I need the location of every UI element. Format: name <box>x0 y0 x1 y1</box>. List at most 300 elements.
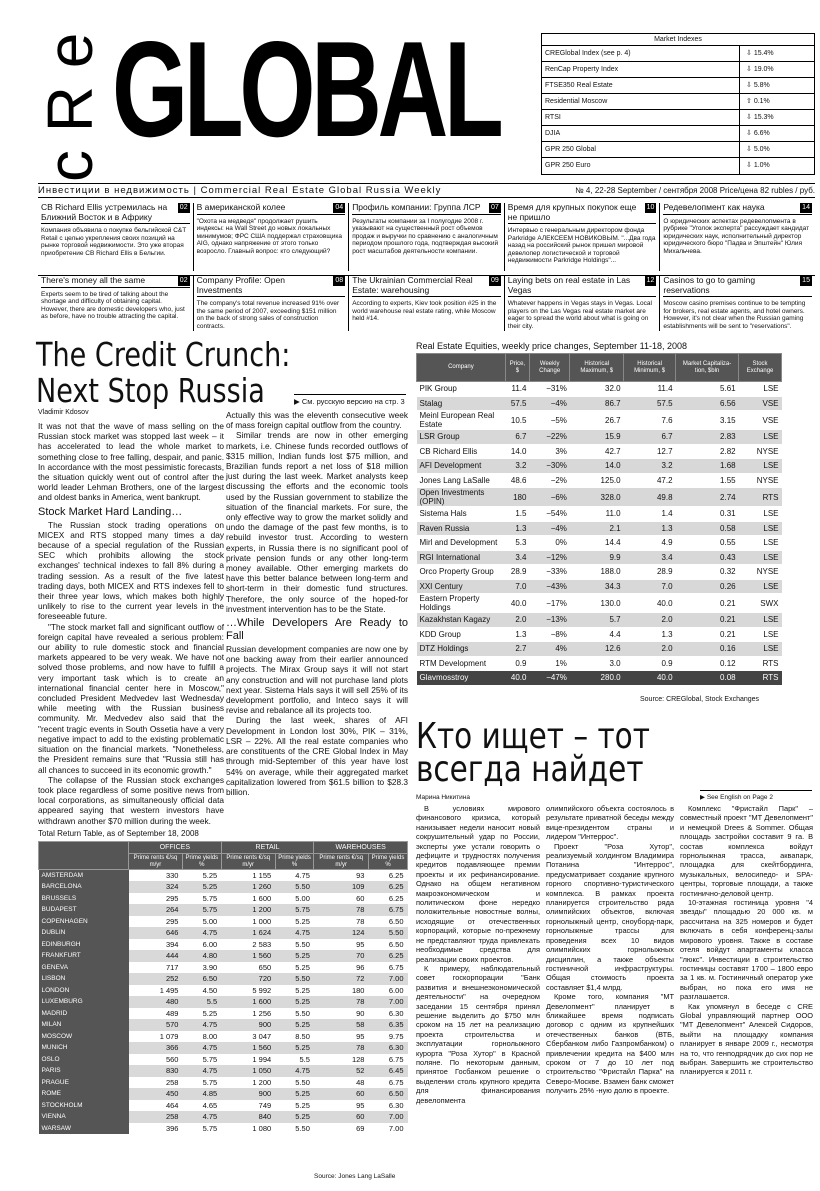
article-column-2 <box>226 410 408 797</box>
value-cell: 6.30 <box>368 1008 407 1020</box>
equities-source: Source: CREGlobal, Stock Exchanges <box>640 696 760 703</box>
teaser-head <box>663 276 812 297</box>
ru-headline-line2: всегда найдет <box>416 749 644 790</box>
value-cell: 60 <box>314 1111 369 1123</box>
teaser-text: Результаты компании за I полугодие 2008 г. указывают на существенный рост объемов продаж и выручки по сравнению с аналогичным периодом прошлого года, подтверждая высокий рост масштабов деятельности компании. <box>352 217 499 255</box>
value-cell: 6.30 <box>368 1042 407 1054</box>
value-cell: 3.0 <box>570 656 624 671</box>
value-cell: 6.50 <box>368 939 407 951</box>
value-cell: 5.25 <box>275 996 314 1008</box>
value-cell: 0.21 <box>676 613 739 628</box>
cre-letter: e <box>34 32 106 69</box>
index-change: 15.3% <box>753 113 774 121</box>
value-cell: 5.00 <box>182 916 221 928</box>
value-cell: 0.21 <box>676 594 739 613</box>
value-cell: 4.75 <box>182 1042 221 1054</box>
market-indexes-box <box>541 33 815 175</box>
teaser[interactable] <box>505 276 661 331</box>
city-cell: FRANKFURT <box>39 950 129 962</box>
value-cell: 560 <box>129 1054 183 1066</box>
value-cell: 5.50 <box>275 1008 314 1020</box>
value-cell: LSE <box>739 613 782 628</box>
value-cell: 1 994 <box>221 1054 275 1066</box>
index-name: RenCap Property Index <box>542 62 740 77</box>
city-cell: GENEVA <box>39 962 129 974</box>
teaser-head <box>508 203 657 224</box>
total-return-title: Total Return Table, as of September 18, 2008 <box>38 829 199 838</box>
value-cell: VSE <box>739 411 782 430</box>
index-value <box>740 62 814 78</box>
value-cell: 1 080 <box>221 1123 275 1135</box>
value-cell: 4.75 <box>275 1065 314 1077</box>
index-change: 5.0% <box>753 145 770 153</box>
value-cell: LSE <box>739 507 782 522</box>
value-cell: 258 <box>129 1111 183 1123</box>
lead-headline-line2: Next Stop Russia <box>36 371 265 410</box>
city-cell: BARCELONA <box>39 881 129 893</box>
table-row <box>417 382 782 397</box>
value-cell: 5.25 <box>182 881 221 893</box>
teaser[interactable] <box>194 276 350 331</box>
arrow-down-icon: ⇩ <box>746 113 754 121</box>
see-russian-link[interactable]: ▶ См. русскую версию на стр. 3 <box>294 394 406 406</box>
value-cell: 2.0 <box>624 613 676 628</box>
value-cell: 34.3 <box>570 579 624 594</box>
equities-header: Stock Exchange <box>739 354 782 382</box>
value-cell: 109 <box>314 881 369 893</box>
value-cell: LSE <box>739 550 782 565</box>
see-english-label: See English on Page 2 <box>706 794 773 801</box>
index-name: GPR 250 Euro <box>542 158 740 174</box>
value-cell: 650 <box>221 962 275 974</box>
value-cell: 5.75 <box>182 893 221 905</box>
value-cell: 180 <box>314 985 369 997</box>
value-cell: 6.25 <box>368 881 407 893</box>
value-cell: 78 <box>314 916 369 928</box>
index-change: 0.1% <box>753 97 770 105</box>
value-cell: 5.25 <box>275 1088 314 1100</box>
see-english-link[interactable]: ▶ See English on Page 2 <box>700 790 812 801</box>
teaser-text: Moscow casino premises continue to be tempting for brokers, real estate agents, and hotel owners. However, it's not clear when the Russian gaming establishments will be sent to "reservations". <box>663 300 806 330</box>
index-change: 19.0% <box>753 65 774 73</box>
value-cell: 5.50 <box>368 927 407 939</box>
value-cell: 57.5 <box>505 396 529 411</box>
value-cell: 6.7 <box>624 430 676 445</box>
value-cell: 5.25 <box>182 1008 221 1020</box>
value-cell: 40.0 <box>624 594 676 613</box>
value-cell: 0% <box>529 536 569 551</box>
company-cell: DTZ Holdings <box>417 642 506 657</box>
paragraph: The collapse of the Russian stock exchanges took place regardless of some positive news from local corporations, as simultaneously official data appeared saying that western investors have withdrawn another $70 million during the week. <box>38 774 224 826</box>
value-cell: 6.35 <box>368 1019 407 1031</box>
teaser-head <box>663 203 812 215</box>
value-cell: −54% <box>529 507 569 522</box>
value-cell: 3% <box>529 444 569 459</box>
value-cell: 124 <box>314 927 369 939</box>
value-cell: 28.9 <box>624 565 676 580</box>
value-cell: 396 <box>129 1123 183 1135</box>
paragraph: Similar trends are now in other emerging markets, i.e. Chinese funds recorded outflows of $315 million, Indian funds lost $75 million, and Brazilian funds report a net loss of $18 million just during the last week. Market analysts keep discussing the efforts and the economic tools used by the Russian government to stabilize the situation of the financial markets. For sure, the only effective way to grow the market solidly and undo the damage of the past few months, is to rebuild investor trust. According to western experts, in Russia there is no significant pool of private pension funds or any other long-term money available. Other emerging markets do have this better balance between long-term and short-term in their domestic fund structures. Therefore, the only source of the hoped-for investment intervention has to be the State. <box>226 430 408 614</box>
value-cell: 12.6 <box>570 642 624 657</box>
teaser-title: Casinos to go to gaming reservations <box>663 275 756 295</box>
value-cell: 1.4 <box>624 507 676 522</box>
city-cell: LISBON <box>39 973 129 985</box>
teaser-page: 09 <box>490 277 499 284</box>
arrow-down-icon: ⇩ <box>746 129 754 137</box>
value-cell: 6.50 <box>368 916 407 928</box>
value-cell: 1.3 <box>624 627 676 642</box>
value-cell: 5.50 <box>275 881 314 893</box>
see-russian-label: См. русскую версию на стр. 3 <box>301 397 405 406</box>
paragraph: During the last week, shares of AFI Development in London lost 30%, PIK – 31%, LSR – 22%. All the real estate companies who are constituents of the CRE Global Index in May through mid-September of this year have lost 54% on average, while their aggregated market capitalization lowered from $61.5 billion to $28.3 billion. <box>226 715 408 797</box>
cre-letters <box>34 33 106 182</box>
value-cell: 15.9 <box>570 430 624 445</box>
company-cell: Raven Russia <box>417 521 506 536</box>
index-row <box>542 46 814 62</box>
value-cell: 3.15 <box>676 411 739 430</box>
value-cell: 95 <box>314 1031 369 1043</box>
teaser-head <box>41 203 190 224</box>
value-cell: 28.9 <box>505 565 529 580</box>
value-cell: 5.25 <box>275 916 314 928</box>
value-cell: 6.25 <box>368 893 407 905</box>
value-cell: −47% <box>529 671 569 686</box>
table-row <box>417 473 782 488</box>
value-cell: NYSE <box>739 565 782 580</box>
value-cell: 6.30 <box>368 1100 407 1112</box>
value-cell: 14.0 <box>570 459 624 474</box>
city-cell: MADRID <box>39 1008 129 1020</box>
value-cell: 78 <box>314 996 369 1008</box>
index-name: FTSE350 Real Estate <box>542 78 740 93</box>
value-cell: 7.0 <box>505 579 529 594</box>
city-cell: WARSAW <box>39 1123 129 1135</box>
equities-header: Company <box>417 354 506 382</box>
value-cell: 1 495 <box>129 985 183 997</box>
value-cell: 86.7 <box>570 396 624 411</box>
value-cell: 324 <box>129 881 183 893</box>
sub-header: Prime rents €/sq m/yr <box>221 854 275 870</box>
teaser[interactable] <box>38 276 194 331</box>
value-cell: 900 <box>221 1088 275 1100</box>
value-cell: 11.4 <box>624 382 676 397</box>
teaser-head <box>352 276 501 297</box>
city-cell: AMSTERDAM <box>39 870 129 882</box>
teaser-head <box>352 203 501 215</box>
value-cell: −33% <box>529 565 569 580</box>
value-cell: 47.2 <box>624 473 676 488</box>
value-cell: −8% <box>529 627 569 642</box>
teaser[interactable] <box>660 276 815 331</box>
index-row <box>542 142 814 158</box>
value-cell: 7.0 <box>624 579 676 594</box>
city-cell: ROME <box>39 1088 129 1100</box>
teaser-page: 12 <box>646 277 655 284</box>
value-cell: 6.75 <box>368 1077 407 1089</box>
tagline-text: Инвестиции в недвижимость | Commercial Real Estate Global Russia Weekly <box>38 185 442 196</box>
value-cell: 646 <box>129 927 183 939</box>
company-cell: XXI Century <box>417 579 506 594</box>
arrow-down-icon: ⇩ <box>746 49 754 57</box>
value-cell: 1 050 <box>221 1065 275 1077</box>
value-cell: 1 079 <box>129 1031 183 1043</box>
value-cell: SWX <box>739 594 782 613</box>
table-row <box>417 459 782 474</box>
value-cell: LSE <box>739 430 782 445</box>
company-cell: Orco Property Group <box>417 565 506 580</box>
value-cell: 125.0 <box>570 473 624 488</box>
paragraph: олимпийского объекта состоялось в результате приватной беседы между вице-президентом страны и лидером "Интеррос". <box>546 804 674 842</box>
table-row <box>39 904 408 916</box>
value-cell: 5.75 <box>275 904 314 916</box>
company-cell: Kazakhstan Kagazy <box>417 613 506 628</box>
table-row <box>417 488 782 507</box>
index-value <box>740 158 814 174</box>
value-cell: 1.3 <box>624 521 676 536</box>
teaser[interactable] <box>505 203 661 271</box>
index-change: 6.6% <box>753 129 770 137</box>
market-indexes-heading: Market Indexes <box>542 34 814 46</box>
value-cell: 7.00 <box>368 996 407 1008</box>
index-change: 1.0% <box>753 162 770 169</box>
sub-header: Prime yields % <box>368 854 407 870</box>
value-cell: 52 <box>314 1065 369 1077</box>
value-cell: 4.50 <box>182 985 221 997</box>
value-cell: 295 <box>129 893 183 905</box>
value-cell: 4.65 <box>182 1100 221 1112</box>
value-cell: 1 600 <box>221 893 275 905</box>
table-row <box>417 536 782 551</box>
ru-column-3 <box>680 804 813 1077</box>
value-cell: LSE <box>739 382 782 397</box>
total-return-table <box>38 841 408 1134</box>
ru-headline <box>416 716 650 790</box>
company-cell: RTM Development <box>417 656 506 671</box>
city-cell: COPENHAGEN <box>39 916 129 928</box>
value-cell: 1 000 <box>221 916 275 928</box>
value-cell: −22% <box>529 430 569 445</box>
value-cell: 2.82 <box>676 444 739 459</box>
teaser[interactable] <box>660 203 815 271</box>
value-cell: 5.25 <box>182 870 221 882</box>
table-row <box>417 565 782 580</box>
table-row <box>39 1019 408 1031</box>
teaser-text: The company's total revenue increased 91% over the same period of 2007, exceeding $151 million on the back of strong sales of construction contracts. <box>196 300 340 330</box>
value-cell: 1 200 <box>221 904 275 916</box>
value-cell: 2.74 <box>676 488 739 507</box>
table-row <box>417 627 782 642</box>
value-cell: 2.7 <box>505 642 529 657</box>
city-cell: MUNICH <box>39 1042 129 1054</box>
value-cell: 5.75 <box>182 904 221 916</box>
paragraph: Проект "Роза Хутор", реализуемый холдингом Владимира Потанина "Интеррос", предусматривает создание крупного горного спортивно-туристического комплекса. В рамках проекта планируется строительство ряда олимпийских объектов, включая горнолыжный центр, сноуборд-парк, горнолыжные трассы для проведения всех 10 видов олимпийских горнолыжных дисциплин, а также объекты гостиничной инфраструктуры. Общая стоимость проекта составляет $1,4 млрд. <box>546 841 674 992</box>
index-value <box>740 94 814 110</box>
value-cell: 14.4 <box>570 536 624 551</box>
masthead-cre-logo <box>34 10 106 182</box>
teaser[interactable] <box>194 203 350 271</box>
value-cell: 5.3 <box>505 536 529 551</box>
index-value <box>740 126 814 142</box>
value-cell: 5.25 <box>275 950 314 962</box>
value-cell: 8.50 <box>275 1031 314 1043</box>
value-cell: 2.0 <box>624 642 676 657</box>
value-cell: 78 <box>314 1042 369 1054</box>
teaser-page: 02 <box>179 204 188 211</box>
masthead-title: GLOBAL <box>112 13 500 165</box>
value-cell: −43% <box>529 579 569 594</box>
value-cell: 4.4 <box>570 627 624 642</box>
table-row <box>39 870 408 882</box>
byline-en: Vladimir Kdosov <box>38 409 89 416</box>
value-cell: 0.12 <box>676 656 739 671</box>
city-cell: EDINBURGH <box>39 939 129 951</box>
value-cell: 57.5 <box>624 396 676 411</box>
teaser[interactable] <box>38 203 194 271</box>
value-cell: LSE <box>739 627 782 642</box>
value-cell: 444 <box>129 950 183 962</box>
sub-header: Prime rents €/sq m/yr <box>314 854 369 870</box>
index-name: CREGlobal Index (see p. 4) <box>542 46 740 61</box>
value-cell: 1.3 <box>505 627 529 642</box>
value-cell: 5.75 <box>182 1054 221 1066</box>
index-row <box>542 62 814 78</box>
company-cell: CB Richard Ellis <box>417 444 506 459</box>
teaser-title: Профиль компании: Группа ЛСР <box>352 202 481 212</box>
value-cell: 4.85 <box>182 1088 221 1100</box>
value-cell: LSE <box>739 459 782 474</box>
value-cell: 2 583 <box>221 939 275 951</box>
value-cell: −6% <box>529 488 569 507</box>
value-cell: 0.08 <box>676 671 739 686</box>
value-cell: 1 256 <box>221 1008 275 1020</box>
value-cell: 5.50 <box>275 973 314 985</box>
value-cell: 5.00 <box>275 893 314 905</box>
index-row <box>542 126 814 142</box>
table-row <box>417 430 782 445</box>
paragraph: Кроме того, компания "МТ Девелопмент" планирует в ближайшее время подписать договор с одним из крупнейших отечественных банков (ВТБ, Сбербанком либо Газпромбанком) о привлечении кредита на $400 млн сроком от 7 до 10 лет под строительство "Фристайл Парка" на Северо-Москве. Взамен банк сможет получить 25% -ную долю в проекте. <box>546 992 674 1096</box>
value-cell: 366 <box>129 1042 183 1054</box>
teasers-russian <box>38 203 815 271</box>
paragraph: К примеру, наблюдательный совет госкорпорации "Банк развития и внешнеэкономической деятельности" на очередном заседании 15 сентября принял решение выделить до $750 млн сроком на 15 лет на реализацию проекта строительства и эксплуатации горнолыжного курорта "Роза Хутор" в Красной поляне. По некоторым данным, принятое Госбанком решение о выделении столь крупного кредита для финансирования девелопмента <box>416 963 540 1105</box>
value-cell: 14.0 <box>505 444 529 459</box>
city-cell: VIENNA <box>39 1111 129 1123</box>
teaser[interactable] <box>349 203 505 271</box>
sub-header: Prime yields % <box>182 854 221 870</box>
value-cell: 128 <box>314 1054 369 1066</box>
byline-ru: Марина Никитина <box>416 794 470 801</box>
table-row <box>417 594 782 613</box>
teaser-title: В американской колее <box>196 202 286 212</box>
teaser-title: CB Richard Ellis устремилась на Ближний Восток и в Африку <box>41 202 168 222</box>
issue-info: № 4, 22-28 September / сентября 2008 Price/цена 82 rubles / руб. <box>575 186 815 195</box>
value-cell: −4% <box>529 396 569 411</box>
value-cell: 6.25 <box>368 950 407 962</box>
value-cell: 464 <box>129 1100 183 1112</box>
table-row <box>417 411 782 430</box>
value-cell: LSE <box>739 642 782 657</box>
value-cell: 40.0 <box>505 594 529 613</box>
value-cell: 40.0 <box>624 671 676 686</box>
value-cell: 570 <box>129 1019 183 1031</box>
company-cell: LSR Group <box>417 430 506 445</box>
paragraph: It was not that the wave of mass selling on the Russian stock market was stopped last week – it has accelerated to lead the whole market to something close to free falling, despair, and panic. In accordance with the most pessimistic forecasts, the situation quickly went out of control after the world leader Lehman Brothers, one of the largest and oldest banks in America, went bankrupt. <box>38 421 224 503</box>
sub-header: Prime yields % <box>275 854 314 870</box>
value-cell: 96 <box>314 962 369 974</box>
value-cell: 6.00 <box>182 939 221 951</box>
value-cell: 0.21 <box>676 627 739 642</box>
teaser-page: 07 <box>490 204 499 211</box>
value-cell: 5.50 <box>275 939 314 951</box>
table-row <box>417 656 782 671</box>
table-row <box>39 985 408 997</box>
ru-column-2 <box>546 804 674 1096</box>
value-cell: 6.00 <box>368 985 407 997</box>
table-row <box>39 1042 408 1054</box>
table-row <box>417 642 782 657</box>
city-cell: LUXEMBURG <box>39 996 129 1008</box>
value-cell: 180 <box>505 488 529 507</box>
value-cell: 258 <box>129 1077 183 1089</box>
value-cell: 70 <box>314 950 369 962</box>
index-name: Residential Moscow <box>542 94 740 109</box>
equities-header: Market Capitaliza-tion, $bln <box>676 354 739 382</box>
value-cell: 0.9 <box>505 656 529 671</box>
table-row <box>39 962 408 974</box>
city-cell: MILAN <box>39 1019 129 1031</box>
subhead: …While Developers Are Ready to Fall <box>226 617 408 643</box>
teasers-english <box>38 275 815 331</box>
value-cell: 1 560 <box>221 1042 275 1054</box>
paragraph: Russian development companies are now one by one backing away from their earlier announced projects. The Mirax Group says it will not start any construction and will not purchase land plots next year. Sistema Hals says it will sell 25% of its development portfolio, and Inteco says it will revise and rebalance all its projects too. <box>226 644 408 716</box>
index-name: GPR 250 Global <box>542 142 740 157</box>
teaser-page: 14 <box>802 204 810 211</box>
teaser[interactable] <box>349 276 505 331</box>
index-row <box>542 158 814 174</box>
teaser-title: Редевелопмент как наука <box>663 202 765 212</box>
value-cell: 0.58 <box>676 521 739 536</box>
value-cell: 32.0 <box>570 382 624 397</box>
table-row <box>39 973 408 985</box>
value-cell: −17% <box>529 594 569 613</box>
city-cell: STOCKHOLM <box>39 1100 129 1112</box>
value-cell: 1.55 <box>676 473 739 488</box>
teaser-title: There's money all the same <box>41 275 146 285</box>
table-row <box>39 927 408 939</box>
value-cell: 6.50 <box>368 1088 407 1100</box>
table-row <box>417 444 782 459</box>
value-cell: 720 <box>221 973 275 985</box>
value-cell: 1% <box>529 656 569 671</box>
arrow-down-icon: ⇩ <box>746 81 754 89</box>
index-change: 5.8% <box>753 81 770 89</box>
city-cell: BUDAPEST <box>39 904 129 916</box>
teaser-text: Experts seem to be tired of talking about the shortage and difficulty of obtaining capital. However, there are domestic developers who, just as before, have no trouble attracting the capital. <box>41 290 185 320</box>
arrow-down-icon: ⇩ <box>746 145 754 153</box>
value-cell: 42.7 <box>570 444 624 459</box>
value-cell: VSE <box>739 396 782 411</box>
index-value <box>740 78 814 94</box>
table-row <box>39 1088 408 1100</box>
value-cell: 1 600 <box>221 996 275 1008</box>
value-cell: 4.80 <box>182 950 221 962</box>
cre-letter: c <box>34 132 106 182</box>
value-cell: 4.75 <box>275 870 314 882</box>
paragraph: 10-этажная гостиница уровня "4 звезды" площадью 20 000 кв. м рассчитана на 325 номеров и будет включать в себя конференц-залы мирового уровня. Также в составе отеля войдут апартаменты класса "люкс". Инвестиции в строительство гостиницы составят 1700 – 1800 евро за 1 кв. м. Гостиничный оператор уже выбран, но пока его имя не разглашается. <box>680 898 813 1002</box>
value-cell: 93 <box>314 870 369 882</box>
value-cell: 0.32 <box>676 565 739 580</box>
value-cell: 5.75 <box>182 1077 221 1089</box>
value-cell: 11.0 <box>570 507 624 522</box>
